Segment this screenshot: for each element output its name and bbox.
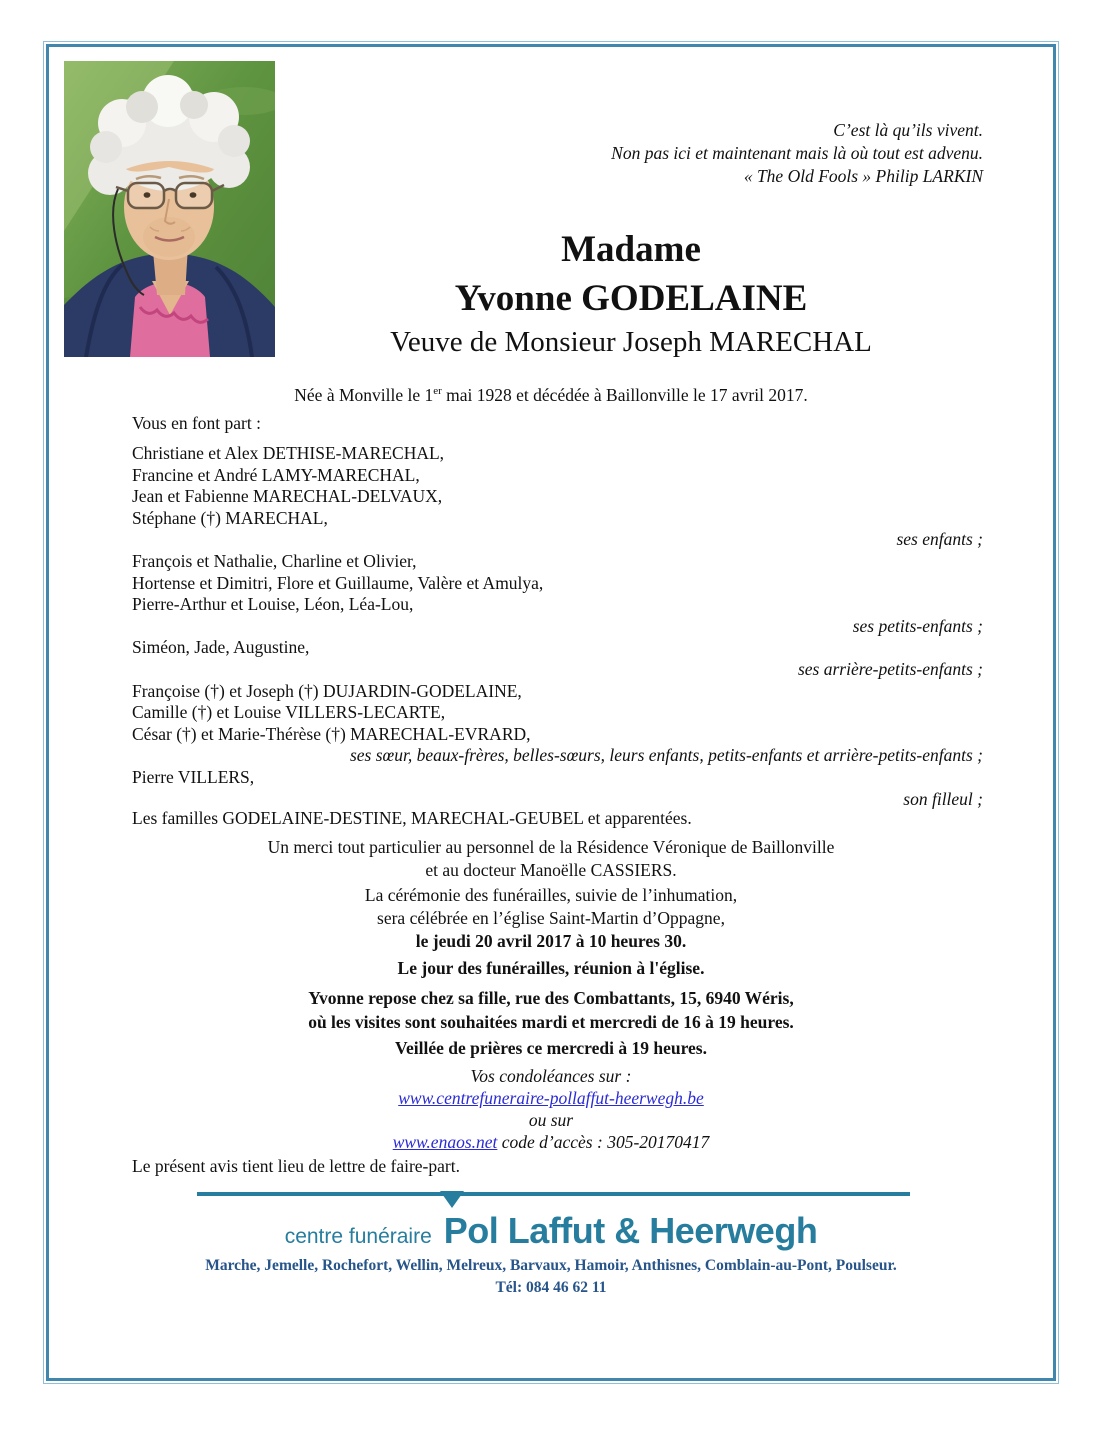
deceased-title-block bbox=[209, 225, 1053, 361]
families-line: Les familles GODELAINE-DESTINE, MARECHAL-GEUBEL et apparentées. bbox=[132, 808, 692, 828]
footer-divider bbox=[197, 1192, 910, 1196]
phone-line: Tél: 084 46 62 11 bbox=[495, 1279, 607, 1296]
family-line: François et Nathalie, Charline et Olivier, bbox=[132, 550, 417, 571]
relation-label: ses sœur, beaux-frères, belles-sœurs, leurs enfants, petits-enfants et arrière-petits-enfants ; bbox=[349, 745, 983, 766]
condolences-link-enaos[interactable]: www.enaos.net bbox=[392, 1132, 498, 1152]
widow-line: Veuve de Monsieur Joseph MARECHAL bbox=[390, 326, 872, 358]
ceremony-date: le jeudi 20 avril 2017 à 10 heures 30. bbox=[415, 931, 687, 951]
family-line: Jean et Fabienne MARECHAL-DELVAUX, bbox=[132, 486, 443, 507]
legal-notice: Le présent avis tient lieu de lettre de faire-part. bbox=[132, 1156, 460, 1176]
condolences-between: ou sur bbox=[528, 1110, 574, 1130]
relation-label: ses enfants ; bbox=[896, 529, 983, 550]
condolences-intro: Vos condoléances sur : bbox=[470, 1066, 632, 1086]
family-line: Siméon, Jade, Augustine, bbox=[132, 637, 310, 658]
repose-line: Yvonne repose chez sa fille, rue des Combattants, 15, 6940 Wéris, bbox=[308, 988, 794, 1008]
family-line: Christiane et Alex DETHISE-MARECHAL, bbox=[132, 443, 445, 463]
family-line: Pierre-Arthur et Louise, Léon, Léa-Lou, bbox=[132, 594, 414, 615]
brand-name: Pol Laffut & Heerwegh bbox=[443, 1210, 818, 1251]
life-dates-ordinal: er bbox=[433, 385, 442, 398]
deceased-salutation: Madame bbox=[561, 229, 701, 270]
ceremony-line: La cérémonie des funérailles, suivie de l’inhumation, bbox=[364, 885, 738, 905]
veillee-line: Veillée de prières ce mercredi à 19 heures. bbox=[394, 1038, 707, 1058]
relation-label: ses arrière-petits-enfants ; bbox=[797, 658, 983, 679]
logo-triangle-icon bbox=[440, 1191, 464, 1208]
quote-line: C’est là qu’ils vivent. bbox=[833, 120, 983, 140]
life-dates-post: mai 1928 et décédée à Baillonville le 17 avril 2017. bbox=[441, 385, 808, 405]
life-dates-pre: Née à Monville le 1 bbox=[294, 385, 434, 405]
family-line: César (†) et Marie-Thérèse (†) MARECHAL-EVRARD, bbox=[132, 723, 531, 744]
family-line: Hortense et Dimitri, Flore et Guillaume, Valère et Amulya, bbox=[132, 572, 544, 593]
thanks-line: et au docteur Manoëlle CASSIERS. bbox=[425, 860, 677, 880]
brand-prefix: centre funéraire bbox=[284, 1225, 432, 1248]
family-line: Françoise (†) et Joseph (†) DUJARDIN-GODELAINE, bbox=[132, 680, 522, 701]
quote-attribution: « The Old Fools » Philip LARKIN bbox=[743, 166, 983, 186]
relation-label: son filleul ; bbox=[903, 788, 983, 809]
family-list bbox=[132, 443, 983, 810]
epigraph-quote bbox=[611, 119, 983, 188]
funeral-home-logo bbox=[49, 1210, 1053, 1252]
family-line: Camille (†) et Louise VILLERS-LECARTE, bbox=[132, 702, 446, 723]
family-line: Francine et André LAMY-MARECHAL, bbox=[132, 464, 420, 485]
deceased-name: Yvonne GODELAINE bbox=[454, 278, 808, 319]
reunion-line: Le jour des funérailles, réunion à l'église. bbox=[397, 958, 705, 978]
repose-block bbox=[49, 986, 1053, 1034]
access-code: code d’accès : 305-20170417 bbox=[497, 1132, 710, 1152]
page-frame bbox=[46, 44, 1056, 1381]
life-dates bbox=[49, 385, 1053, 406]
thanks-block bbox=[49, 836, 1053, 882]
towns-line: Marche, Jemelle, Rochefort, Wellin, Melreux, Barvaux, Hamoir, Anthisnes, Comblain-au-Pont, Poulseur. bbox=[205, 1257, 897, 1274]
condolences-block bbox=[49, 1065, 1053, 1153]
ceremony-line: sera célébrée en l’église Saint-Martin d’Oppagne, bbox=[377, 908, 725, 928]
announcement-intro: Vous en font part : bbox=[132, 413, 261, 433]
relation-label: ses petits-enfants ; bbox=[852, 615, 983, 636]
family-line: Stéphane (†) MARECHAL, bbox=[132, 507, 328, 528]
thanks-line: Un merci tout particulier au personnel de la Résidence Véronique de Baillonville bbox=[267, 837, 835, 857]
family-line: Pierre VILLERS, bbox=[132, 766, 255, 787]
repose-line: où les visites sont souhaitées mardi et mercredi de 16 à 19 heures. bbox=[308, 1012, 794, 1032]
condolences-link-funeraire[interactable]: www.centrefuneraire-pollaffut-heerwegh.be bbox=[398, 1088, 704, 1108]
ceremony-block bbox=[49, 884, 1053, 953]
quote-line: Non pas ici et maintenant mais là où tout est advenu. bbox=[611, 143, 983, 163]
